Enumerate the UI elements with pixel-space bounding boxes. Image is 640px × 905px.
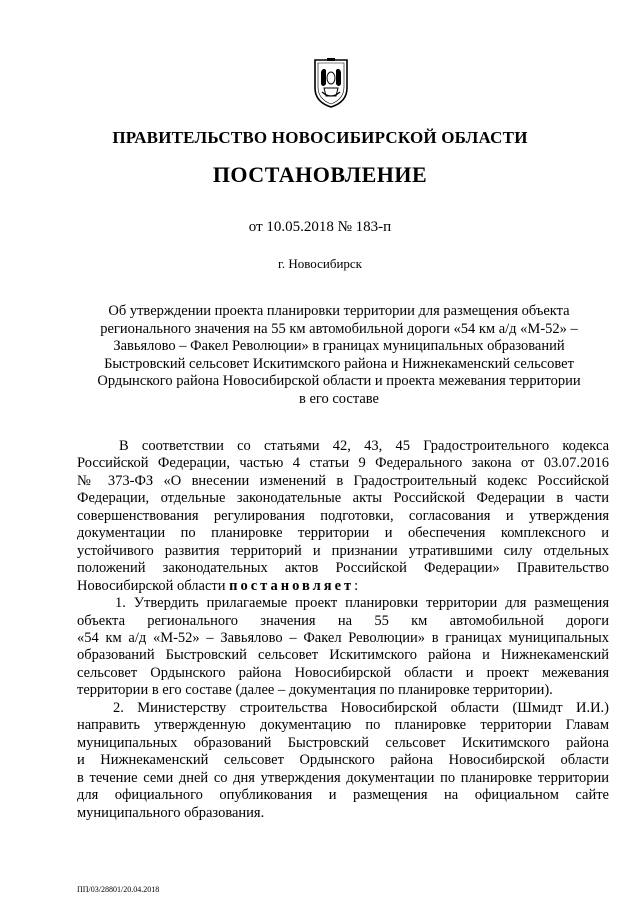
- coat-of-arms-icon: [313, 58, 349, 108]
- clause-2-line: муниципальных образований Быстровский сельсовет Искитимского района: [77, 734, 609, 751]
- resolution-verb: постановляет: [229, 577, 355, 594]
- preamble-final-suffix: :: [354, 577, 359, 594]
- title-line: Об утверждении проекта планировки территории для размещения объекта: [108, 303, 570, 319]
- clause-2-line: 2. Министерству строительства Новосибирской области (Шмидт И.И.): [113, 699, 609, 716]
- title-line: в его составе: [299, 390, 379, 407]
- preamble-line: № 373-ФЗ «О внесении изменений в Градостроительный кодекс Российской: [77, 472, 609, 489]
- clause-2-line: для официального опубликования и размещения на официальном сайте: [77, 787, 609, 804]
- title-line: Быстровский сельсовет Искитимского района и Нижнекаменский сельсовет: [104, 355, 574, 372]
- document-body: [77, 438, 609, 822]
- clause-1-line: объекта регионального значения на 55 км автомобильной дороги: [77, 612, 609, 629]
- clause-1-line: территории в его составе (далее – документация по планировке территории).: [77, 682, 553, 699]
- clause-1-line: сельсовет Ордынского района Новосибирской области и проект межевания: [77, 664, 609, 681]
- clause-2-line: и Нижнекаменский сельсовет Ордынского района Новосибирской области: [77, 752, 609, 769]
- preamble-line: устойчивого развития территорий и признании утратившими силу отдельных: [77, 542, 609, 559]
- clause-1-line: образований Быстровский сельсовет Искитимского района и Нижнекаменский: [77, 647, 609, 664]
- preamble-line: совершенствования регулирования подготовки, согласования и утверждения: [77, 507, 609, 524]
- title-line: регионального значения на 55 км автомобильной дороги «54 км а/д «М-52» –: [100, 320, 578, 337]
- government-name: ПРАВИТЕЛЬСТВО НОВОСИБИРСКОЙ ОБЛАСТИ: [112, 128, 528, 147]
- clause-2-line: в течение семи дней со дня утверждения документации по планировке территории: [77, 769, 609, 786]
- clause-2-line: направить утвержденную документацию по планировке территории Главам: [77, 717, 609, 734]
- clause-1-line: «54 км а/д «М-52» – Завьялово – Факел Революции» в границах муниципальных: [77, 629, 609, 646]
- document-title: [76, 303, 602, 409]
- preamble-line: Российской Федерации, частью 4 статьи 9 Федерального закона от 03.07.2016: [77, 455, 609, 472]
- clause-1-line: 1. Утвердить прилагаемые проект планировки территории для размещения: [115, 595, 609, 612]
- preamble-final-prefix: Новосибирской области: [77, 577, 230, 594]
- title-line: Ордынского района Новосибирской области и проекта межевания территории: [97, 373, 581, 390]
- date-and-number: от 10.05.2018 № 183-п: [248, 219, 392, 235]
- preamble-line: Федерации, отдельные законодательные акты Российской Федерации в части: [77, 490, 609, 507]
- document-code: ПП/03/28801/20.04.2018: [77, 885, 160, 894]
- issue-city: г. Новосибирск: [277, 256, 362, 271]
- preamble-final-line: [77, 578, 609, 595]
- preamble-line: В соответствии со статьями 42, 43, 45 Градостроительного кодекса: [119, 438, 609, 454]
- preamble-line: документации по планировке территории и обеспечения комплексного и: [77, 525, 609, 542]
- preamble-line: положений законодательных актов Российской Федерации» Правительство: [77, 560, 609, 577]
- clause-2-line: муниципального образования.: [77, 804, 265, 821]
- title-line: Завьялово – Факел Революции» в границах муниципальных образований: [113, 338, 565, 355]
- document-type: ПОСТАНОВЛЕНИЕ: [212, 162, 428, 187]
